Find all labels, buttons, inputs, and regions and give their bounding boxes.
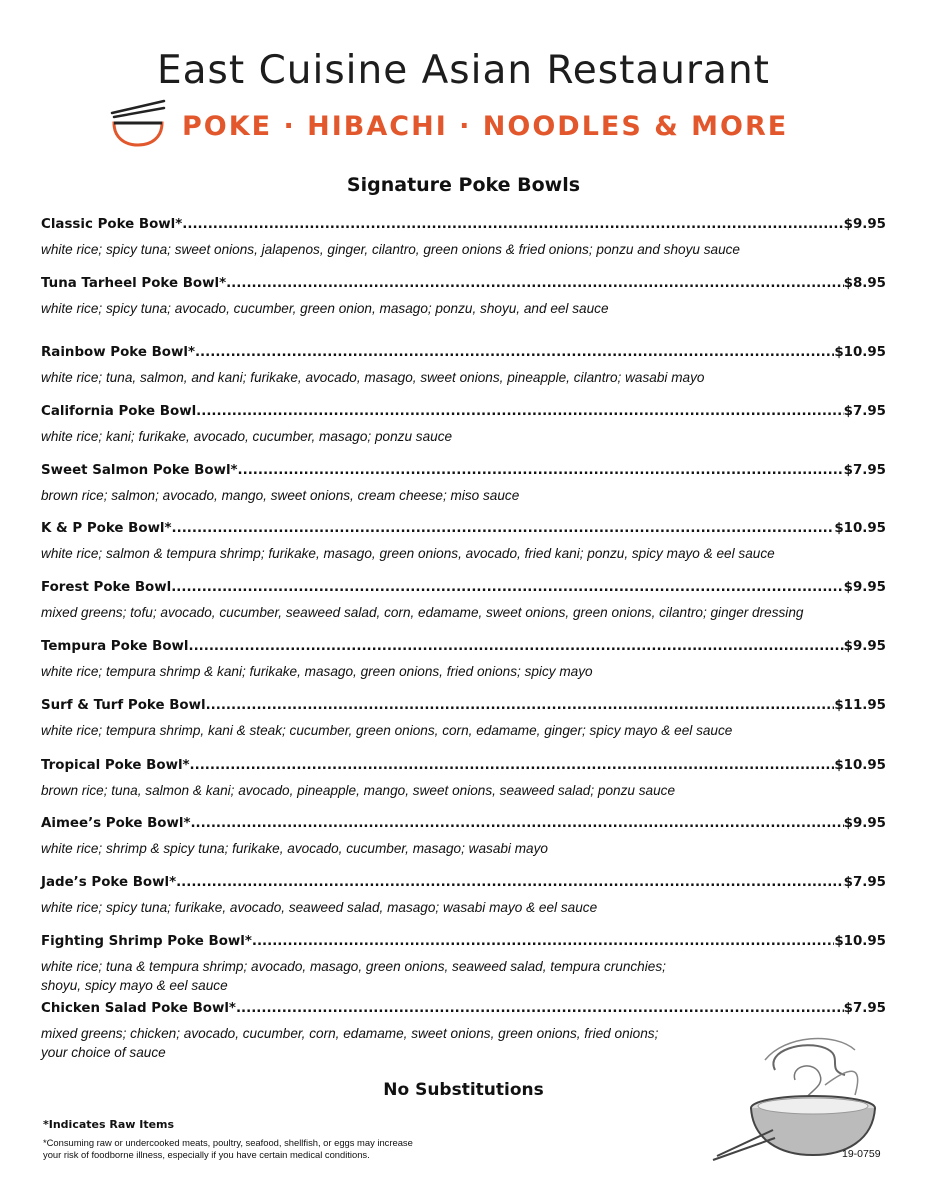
menu-item-price: $8.95 bbox=[843, 276, 886, 291]
raw-items-disclaimer: *Consuming raw or undercooked meats, poultry, seafood, shellfish, or eggs may increase your risk of foodborne illness, especially if you have certain medical conditions. bbox=[43, 1137, 413, 1160]
menu-item-name: Classic Poke Bowl* bbox=[41, 217, 183, 232]
menu-item bbox=[41, 276, 886, 318]
menu-item-name: Tuna Tarheel Poke Bowl* bbox=[41, 276, 227, 291]
dot-leader bbox=[195, 345, 834, 360]
bowl-chopsticks-icon bbox=[108, 99, 168, 147]
menu-item-name: Tropical Poke Bowl* bbox=[41, 758, 190, 773]
document-code: 19-0759 bbox=[842, 1148, 881, 1160]
menu-item-price: $11.95 bbox=[834, 698, 886, 713]
dot-leader bbox=[252, 934, 834, 949]
menu-item-description: white rice; tuna, salmon, and kani; furikake, avocado, masago, sweet onions, pineapple, cilantro; wasabi mayo bbox=[41, 370, 705, 385]
menu-item-description: white rice; tempura shrimp, kani & steak; cucumber, green onions, corn, edamame, ginger; spicy mayo & eel sauce bbox=[41, 723, 733, 738]
menu-item-name: K & P Poke Bowl* bbox=[41, 521, 172, 536]
menu-item-price: $9.95 bbox=[843, 580, 886, 595]
menu-item-description: brown rice; tuna, salmon & kani; avocado, pineapple, mango, sweet onions, seaweed salad; ponzu sauce bbox=[41, 783, 676, 798]
menu-item-heading bbox=[41, 875, 886, 895]
dot-leader bbox=[188, 639, 843, 654]
menu-item-price: $7.95 bbox=[843, 463, 886, 478]
menu-item-heading bbox=[41, 1001, 886, 1021]
menu-item-price: $9.95 bbox=[843, 816, 886, 831]
menu-item bbox=[41, 463, 886, 505]
dot-leader bbox=[206, 698, 835, 713]
menu-item-price: $7.95 bbox=[843, 404, 886, 419]
menu-item-heading bbox=[41, 463, 886, 483]
menu-item-name: Surf & Turf Poke Bowl bbox=[41, 698, 206, 713]
menu-item-description: mixed greens; tofu; avocado, cucumber, seaweed salad, corn, edamame, sweet onions, green onions, cilantro; ginger dressing bbox=[41, 605, 804, 620]
menu-item bbox=[41, 345, 886, 387]
menu-item-name: Sweet Salmon Poke Bowl* bbox=[41, 463, 238, 478]
menu-item-price: $10.95 bbox=[834, 521, 886, 536]
raw-items-title: *Indicates Raw Items bbox=[43, 1118, 175, 1131]
steaming-bowl-icon bbox=[705, 1030, 895, 1165]
menu-item-name: Forest Poke Bowl bbox=[41, 580, 172, 595]
menu-item-heading bbox=[41, 217, 886, 237]
menu-item-name: Chicken Salad Poke Bowl* bbox=[41, 1001, 236, 1016]
dot-leader bbox=[171, 580, 843, 595]
dot-leader bbox=[176, 875, 844, 890]
menu-item-heading bbox=[41, 404, 886, 424]
section-title: Signature Poke Bowls bbox=[346, 174, 581, 196]
menu-item-name: California Poke Bowl bbox=[41, 404, 197, 419]
menu-item-heading bbox=[41, 276, 886, 296]
menu-item-description: white rice; spicy tuna; furikake, avocado, seaweed salad, masago; wasabi mayo & eel sauce bbox=[41, 900, 598, 915]
menu-item-heading bbox=[41, 698, 886, 718]
menu-item-heading bbox=[41, 580, 886, 600]
menu-item-price: $10.95 bbox=[834, 758, 886, 773]
dot-leader bbox=[172, 521, 835, 536]
menu-item bbox=[41, 580, 886, 622]
menu-item bbox=[41, 934, 886, 995]
menu-item-description: white rice; tuna & tempura shrimp; avocado, masago, green onions, seaweed salad, tempura crunchies; shoyu, spicy mayo & eel sauce bbox=[41, 959, 666, 993]
dot-leader bbox=[196, 404, 843, 419]
menu-item-description: mixed greens; chicken; avocado, cucumber, corn, edamame, sweet onions, green onions, fried onions; your choice of sauce bbox=[41, 1026, 659, 1060]
menu-item-description: white rice; spicy tuna; avocado, cucumber, green onion, masago; ponzu, shoyu, and eel sauce bbox=[41, 301, 609, 316]
dot-leader bbox=[236, 1001, 844, 1016]
menu-item-heading bbox=[41, 345, 886, 365]
menu-item-name: Aimee’s Poke Bowl* bbox=[41, 816, 191, 831]
menu-item-name: Rainbow Poke Bowl* bbox=[41, 345, 195, 360]
no-substitutions-note: No Substitutions bbox=[383, 1080, 544, 1100]
menu-item-price: $7.95 bbox=[843, 1001, 886, 1016]
menu-item-heading bbox=[41, 934, 886, 954]
menu-item-price: $9.95 bbox=[843, 217, 886, 232]
menu-item bbox=[41, 698, 886, 740]
menu-item-description: white rice; spicy tuna; sweet onions, jalapenos, ginger, cilantro, green onions & fried onions; ponzu and shoyu sauce bbox=[41, 242, 740, 257]
menu-item bbox=[41, 639, 886, 681]
menu-item-description: white rice; salmon & tempura shrimp; furikake, masago, green onions, avocado, fried kani; ponzu, spicy mayo & eel sauce bbox=[41, 546, 775, 561]
menu-item-description: brown rice; salmon; avocado, mango, sweet onions, cream cheese; miso sauce bbox=[41, 488, 520, 503]
menu-item bbox=[41, 521, 886, 563]
menu-item-name: Fighting Shrimp Poke Bowl* bbox=[41, 934, 252, 949]
menu-item-price: $7.95 bbox=[843, 875, 886, 890]
menu-item bbox=[41, 217, 886, 259]
restaurant-title: East Cuisine Asian Restaurant bbox=[157, 48, 770, 93]
menu-item-heading bbox=[41, 521, 886, 541]
menu-item-heading bbox=[41, 639, 886, 659]
dot-leader bbox=[226, 276, 844, 291]
menu-item-description: white rice; tempura shrimp & kani; furikake, masago, green onions, fried onions; spicy mayo bbox=[41, 664, 593, 679]
menu-item bbox=[41, 875, 886, 917]
menu-item-price: $10.95 bbox=[834, 345, 886, 360]
menu-item bbox=[41, 758, 886, 800]
restaurant-subtitle: POKE · HIBACHI · NOODLES & MORE bbox=[182, 111, 789, 142]
menu-item-description: white rice; shrimp & spicy tuna; furikake, avocado, cucumber, masago; wasabi mayo bbox=[41, 841, 548, 856]
menu-item-price: $9.95 bbox=[843, 639, 886, 654]
menu-item-name: Jade’s Poke Bowl* bbox=[41, 875, 177, 890]
dot-leader bbox=[190, 816, 843, 831]
menu-item bbox=[41, 816, 886, 858]
dot-leader bbox=[190, 758, 835, 773]
menu-item bbox=[41, 404, 886, 446]
menu-item-heading bbox=[41, 816, 886, 836]
menu-item-name: Tempura Poke Bowl bbox=[41, 639, 189, 654]
menu-item-price: $10.95 bbox=[834, 934, 886, 949]
menu-item-description: white rice; kani; furikake, avocado, cucumber, masago; ponzu sauce bbox=[41, 429, 453, 444]
menu-item-heading bbox=[41, 758, 886, 778]
dot-leader bbox=[238, 463, 844, 478]
dot-leader bbox=[182, 217, 843, 232]
